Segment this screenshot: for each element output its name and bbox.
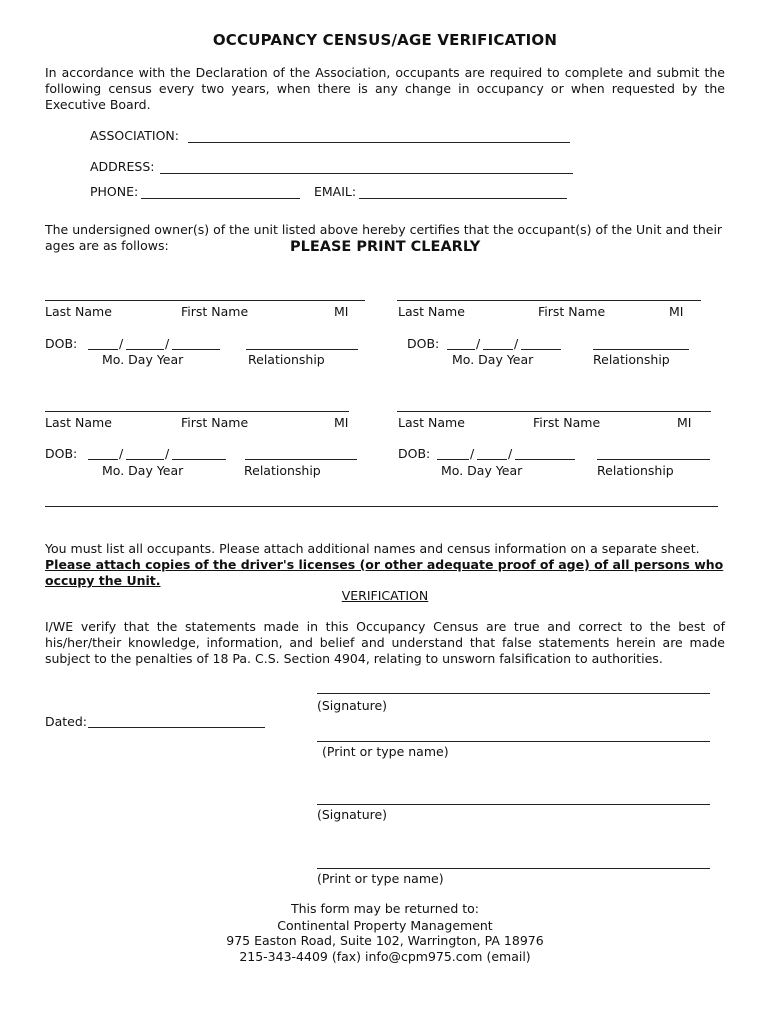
phone-field[interactable] xyxy=(141,198,300,199)
occupant-4-last-name-label: Last Name xyxy=(398,415,465,430)
occupant-1-mi-label: MI xyxy=(334,304,349,319)
occupant-4-first-name-label: First Name xyxy=(533,415,601,430)
occupant-1-dob-month-field[interactable] xyxy=(88,349,118,350)
occupant-4-relationship-field[interactable] xyxy=(597,459,710,460)
occupant-2-relationship-field[interactable] xyxy=(593,349,689,350)
print-name-1-field[interactable] xyxy=(317,741,710,742)
occupant-3-name-field[interactable] xyxy=(45,411,349,412)
occupant-4-date-format-label: Mo. Day Year xyxy=(441,463,523,478)
occupant-4-dob-year-field[interactable] xyxy=(515,459,575,460)
occupant-4-mi-label: MI xyxy=(677,415,692,430)
date-separator: / xyxy=(514,336,519,351)
footer-address: 975 Easton Road, Suite 102, Warrington, PA 18976 xyxy=(226,933,544,948)
footer-company-name: Continental Property Management xyxy=(277,918,493,933)
address-label: ADDRESS: xyxy=(90,159,155,174)
form-title: OCCUPANCY CENSUS/AGE VERIFICATION xyxy=(212,31,558,49)
occupant-2-mi-label: MI xyxy=(669,304,684,319)
footer-contact: 215-343-4409 (fax) info@cpm975.com (email) xyxy=(239,949,531,964)
verification-heading: VERIFICATION xyxy=(341,588,429,603)
occupant-3-dob-label: DOB: xyxy=(45,446,78,461)
phone-label: PHONE: xyxy=(90,184,139,199)
date-separator: / xyxy=(165,336,170,351)
date-separator: / xyxy=(470,446,475,461)
occupant-2-name-field[interactable] xyxy=(397,300,701,301)
occupant-1-last-name-label: Last Name xyxy=(45,304,112,319)
occupant-3-first-name-label: First Name xyxy=(181,415,249,430)
intro-paragraph: In accordance with the Declaration of the Association, occupants are required to complete and submit the following census every two years, when there is any change in occupancy or when requested by the Executive Board. xyxy=(45,65,725,112)
occupant-1-dob-day-field[interactable] xyxy=(126,349,164,350)
occupant-4-dob-month-field[interactable] xyxy=(437,459,469,460)
occupant-3-relationship-label: Relationship xyxy=(244,463,321,478)
occupant-2-dob-month-field[interactable] xyxy=(447,349,475,350)
print-name-1-label: (Print or type name) xyxy=(322,744,449,759)
occupant-2-dob-year-field[interactable] xyxy=(521,349,561,350)
occupant-2-first-name-label: First Name xyxy=(538,304,606,319)
occupant-2-date-format-label: Mo. Day Year xyxy=(452,352,534,367)
occupant-3-dob-month-field[interactable] xyxy=(88,459,118,460)
signature-2-field[interactable] xyxy=(317,804,710,805)
occupant-3-last-name-label: Last Name xyxy=(45,415,112,430)
footer-return-line: This form may be returned to: xyxy=(290,901,480,916)
signature-1-label: (Signature) xyxy=(317,698,388,713)
email-field[interactable] xyxy=(359,198,567,199)
occupant-3-date-format-label: Mo. Day Year xyxy=(102,463,184,478)
attach-copies-notice: Please attach copies of the driver's licenses (or other adequate proof of age) of all persons who occupy the Unit. xyxy=(45,557,724,588)
occupant-4-dob-day-field[interactable] xyxy=(477,459,507,460)
date-separator: / xyxy=(165,446,170,461)
print-name-2-field[interactable] xyxy=(317,868,710,869)
date-separator: / xyxy=(119,336,124,351)
list-all-notice: You must list all occupants. Please attach additional names and census information on a separate sheet. xyxy=(45,541,700,556)
occupant-2-relationship-label: Relationship xyxy=(593,352,670,367)
occupant-2-dob-day-field[interactable] xyxy=(483,349,513,350)
print-name-2-label: (Print or type name) xyxy=(317,871,444,886)
date-separator: / xyxy=(508,446,513,461)
email-label: EMAIL: xyxy=(314,184,357,199)
association-label: ASSOCIATION: xyxy=(90,128,179,143)
print-clearly-notice: PLEASE PRINT CLEARLY xyxy=(290,239,481,255)
occupant-4-dob-label: DOB: xyxy=(398,446,431,461)
occupant-3-dob-year-field[interactable] xyxy=(172,459,226,460)
occupant-1-relationship-field[interactable] xyxy=(246,349,358,350)
occupant-3-relationship-field[interactable] xyxy=(245,459,357,460)
occupant-3-dob-day-field[interactable] xyxy=(126,459,164,460)
address-field[interactable] xyxy=(160,173,573,174)
occupant-1-relationship-label: Relationship xyxy=(248,352,325,367)
occupant-1-first-name-label: First Name xyxy=(181,304,249,319)
date-separator: / xyxy=(476,336,481,351)
occupant-1-dob-label: DOB: xyxy=(45,336,78,351)
dated-label: Dated: xyxy=(45,714,88,729)
occupant-1-dob-year-field[interactable] xyxy=(172,349,220,350)
verification-paragraph: I/WE verify that the statements made in this Occupancy Census are true and correct to the best of his/her/their knowledge, information, and belief and understand that false statements herein are made subject to the penalties of 18 Pa. C.S. Section 4904, relating to unsworn falsification to authorities. xyxy=(45,619,725,666)
divider-line xyxy=(45,506,718,507)
certify-text: The undersigned owner(s) of the unit listed above hereby certifies that the occupant(s) of the Unit and their ages are as follows: xyxy=(45,222,723,253)
occupant-1-name-field[interactable] xyxy=(45,300,365,301)
occupant-3-mi-label: MI xyxy=(334,415,349,430)
signature-2-label: (Signature) xyxy=(317,807,388,822)
occupant-4-relationship-label: Relationship xyxy=(597,463,674,478)
occupant-2-last-name-label: Last Name xyxy=(398,304,465,319)
occupant-4-name-field[interactable] xyxy=(397,411,711,412)
dated-field[interactable] xyxy=(88,727,265,728)
occupant-2-dob-label: DOB: xyxy=(407,336,440,351)
signature-1-field[interactable] xyxy=(317,693,710,694)
date-separator: / xyxy=(119,446,124,461)
occupant-1-date-format-label: Mo. Day Year xyxy=(102,352,184,367)
association-field[interactable] xyxy=(188,142,570,143)
